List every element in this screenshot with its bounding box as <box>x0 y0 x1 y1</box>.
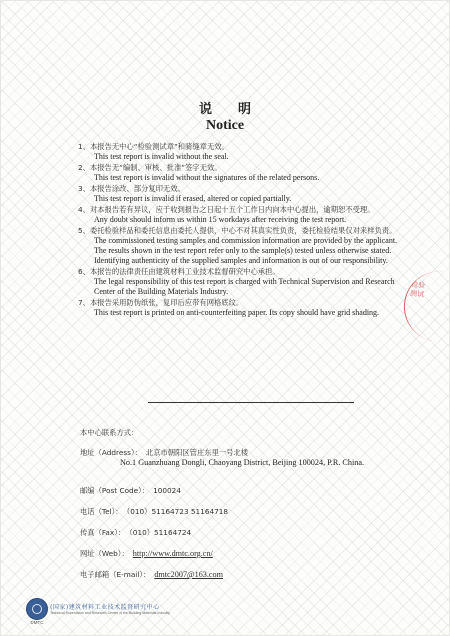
notice-item-5 <box>78 226 403 266</box>
notice-item-en: The legal responsibility of this test report is charged with Technical Supervision and Research Center of the Building Materials Industry. <box>94 277 395 296</box>
organization-name-cn: (国家)建筑材料工业技术监督研究中心 <box>50 604 160 611</box>
address-row <box>80 440 410 459</box>
web-row <box>80 541 410 560</box>
tel-row <box>80 499 410 518</box>
fax-label: 传真（Fax）： <box>80 528 126 537</box>
notice-item-cn: 2、本报告无“编制、审核、批准”签字无效。 <box>78 163 222 172</box>
notice-item-cn: 1、本报告无中心“检验测试章”和骑缝章无效。 <box>78 142 229 151</box>
address-cn: 北京市朝阳区管庄东里一号北楼 <box>145 448 249 457</box>
notice-title-cn: 说明 <box>198 102 277 117</box>
address-label: 地址（Address）： <box>80 448 142 457</box>
web-label: 网址（Web）： <box>80 549 129 558</box>
postcode-row <box>80 478 410 497</box>
notice-item-6 <box>78 267 403 297</box>
logo-caption: DMTC <box>30 620 44 625</box>
tel-value: （010）51164723 51164718 <box>126 507 229 516</box>
notice-title-en: Notice <box>205 118 245 133</box>
partial-seal-stamp <box>400 268 448 342</box>
notice-item-en: The commissioned testing samples and commission information are provided by the applicant. The results shown in the test report refer only to the sample(s) tested unless otherwise stated. Identifying authenticity of the supplied samples and information is out of our responsibility. <box>94 236 398 265</box>
footer-logo-block <box>26 596 226 630</box>
notice-items <box>78 142 403 319</box>
notice-item-en: This test report is invalid without the signatures of the related persons. <box>94 173 320 182</box>
notice-item-en: This test report is printed on anti-counterfeiting paper. Its copy should have grid shading. <box>94 308 380 317</box>
organization-logo-icon <box>26 598 48 620</box>
postcode-value: 100024 <box>153 486 181 495</box>
fax-row <box>80 520 410 539</box>
postcode-label: 邮编（Post Code）： <box>80 486 150 495</box>
notice-item-en: This test report is invalid if erased, altered or copied partially. <box>94 194 292 203</box>
fax-value: （010）51164724 <box>129 528 192 537</box>
notice-item-4 <box>78 205 403 225</box>
notice-item-cn: 6、本报告的法律责任由建筑材料工业技术监督研究中心承担。 <box>78 267 280 276</box>
contact-heading-row <box>80 420 410 439</box>
notice-item-cn: 5、委托检验样品和委托信息由委托人提供，中心不对其真实性负责，委托检验结果仅对来样负责。 <box>78 226 397 235</box>
address-en: No.1 Guanzhuang Dongli, Chaoyang District, Beijing 100024, P.R. China. <box>120 458 365 467</box>
notice-item-cn: 7、本报告采用防伪纸张，复印后应带有网格底纹。 <box>78 298 244 307</box>
notice-item-cn: 3、本报告涂改、部分复印无效。 <box>78 184 185 193</box>
tel-label: 电话（Tel）： <box>80 507 123 516</box>
notice-item-2 <box>78 163 403 183</box>
seal-text: 检验测试 <box>409 280 426 299</box>
email-row <box>80 562 410 581</box>
notice-item-en: Any doubt should inform us within 15 workdays after receiving the test report. <box>94 215 347 224</box>
web-link[interactable]: http://www.dmtc.org.cn/ <box>132 549 213 558</box>
notice-item-3 <box>78 184 403 204</box>
notice-item-en: This test report is invalid without the seal. <box>94 152 229 161</box>
notice-item-1 <box>78 142 403 162</box>
notice-item-7 <box>78 298 403 318</box>
email-link[interactable]: dmtc2007@163.com <box>154 570 224 579</box>
section-divider <box>148 402 354 403</box>
email-label: 电子邮箱（E-mail）： <box>80 570 151 579</box>
contact-heading: 本中心联系方式： <box>80 428 139 437</box>
organization-name-en: Technical Supervision and Research Center of the Building Materials Industry <box>50 611 170 615</box>
notice-item-cn: 4、对本报告若有异议，应于收到报告之日起十五个工作日内向本中心提出，逾期恕不受理。 <box>78 205 375 214</box>
